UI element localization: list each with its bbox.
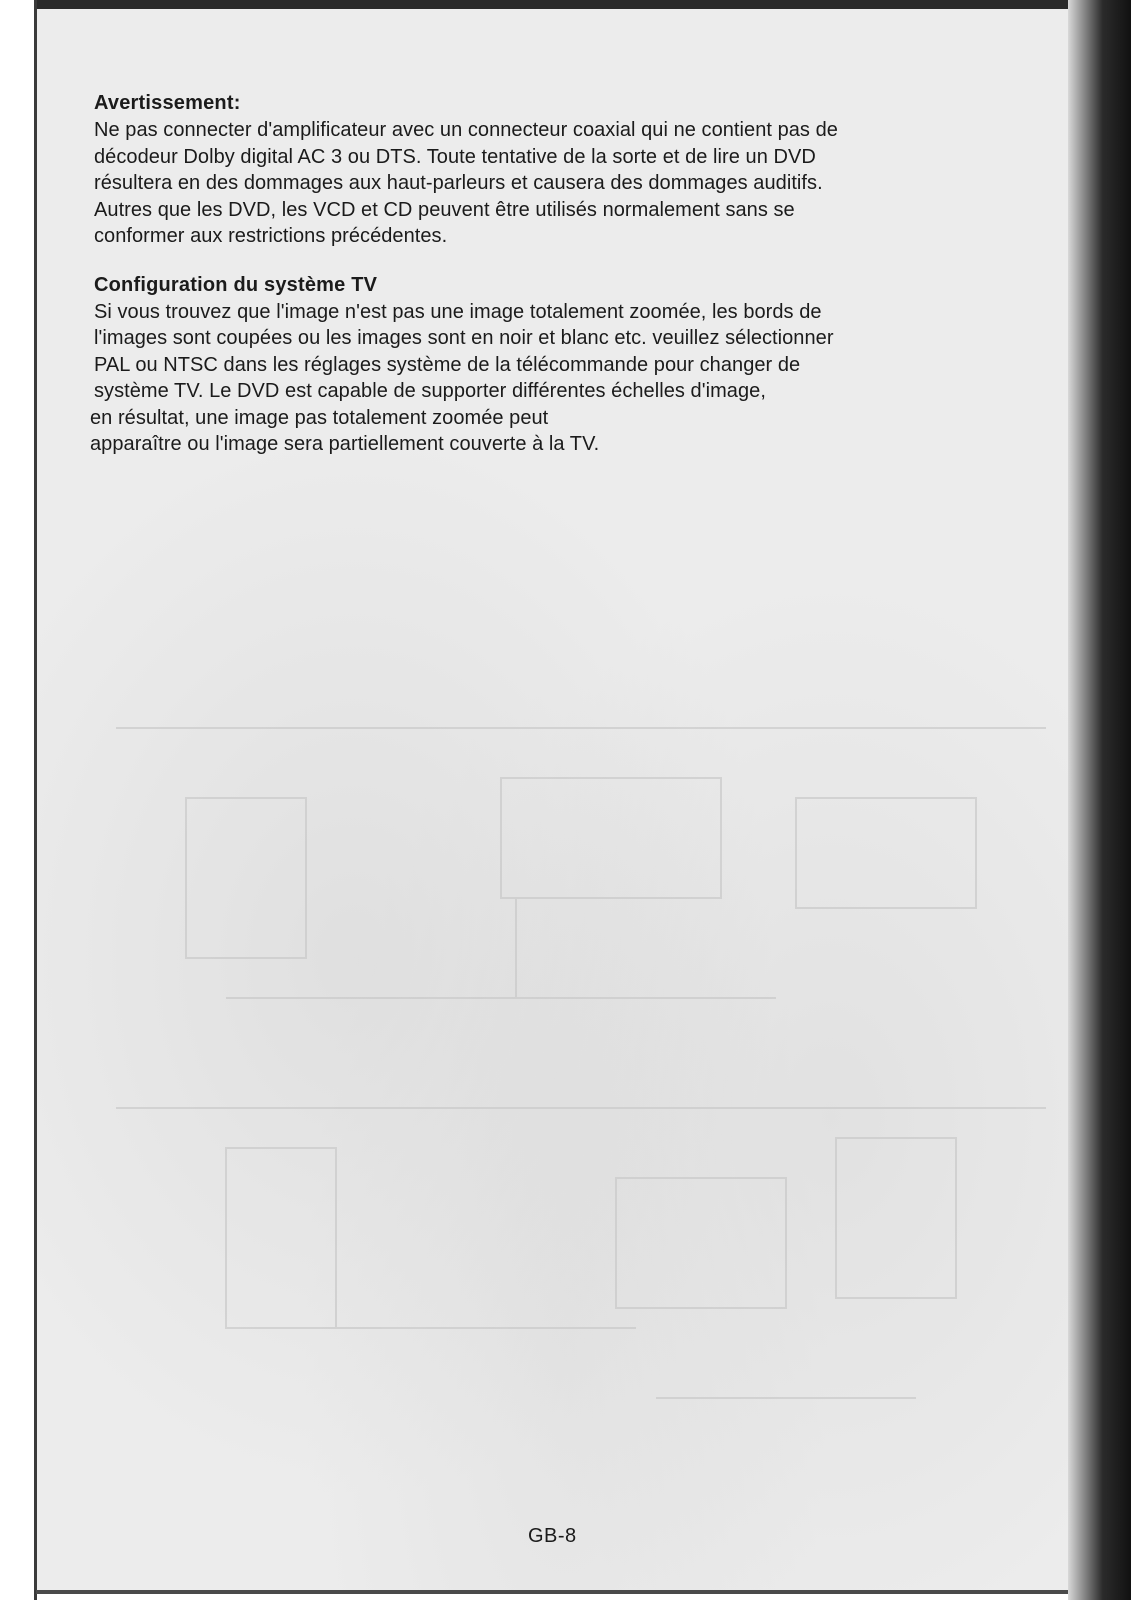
page-number: GB-8 xyxy=(528,1525,577,1547)
scan-bottom-border xyxy=(36,1590,1096,1594)
warning-line: résultera en des dommages aux haut-parleurs et causera des dommages auditifs. xyxy=(94,172,823,194)
warning-line: Autres que les DVD, les VCD et CD peuvent être utilisés normalement sans se xyxy=(94,198,795,221)
scan-top-border xyxy=(36,0,1096,9)
scan-left-border xyxy=(34,0,37,1600)
tv-system-section xyxy=(90,272,1054,458)
tv-system-line: système TV. Le DVD est capable de supporter différentes échelles d'image, xyxy=(94,380,766,402)
tv-system-line: apparaître ou l'image sera partiellement couverte à la TV. xyxy=(90,433,600,455)
tv-system-heading: Configuration du système TV xyxy=(94,273,378,296)
warning-section xyxy=(94,90,1054,250)
tv-system-line: l'images sont coupées ou les images sont en noir et blanc etc. veuillez sélectionner xyxy=(94,327,834,349)
scan-right-edge-shadow xyxy=(1068,0,1131,1600)
tv-system-line: Si vous trouvez que l'image n'est pas une image totalement zoomée, les bords de xyxy=(94,300,822,323)
warning-heading: Avertissement: xyxy=(94,92,241,114)
document-body xyxy=(90,90,1054,480)
warning-line: conformer aux restrictions précédentes. xyxy=(94,225,448,247)
warning-line: décodeur Dolby digital AC 3 ou DTS. Toute tentative de la sorte et de lire un DVD xyxy=(94,145,816,168)
warning-line: Ne pas connecter d'amplificateur avec un connecteur coaxial qui ne contient pas de xyxy=(94,119,838,141)
tv-system-line: en résultat, une image pas totalement zoomée peut xyxy=(90,406,549,429)
tv-system-line: PAL ou NTSC dans les réglages système de la télécommande pour changer de xyxy=(94,353,801,376)
